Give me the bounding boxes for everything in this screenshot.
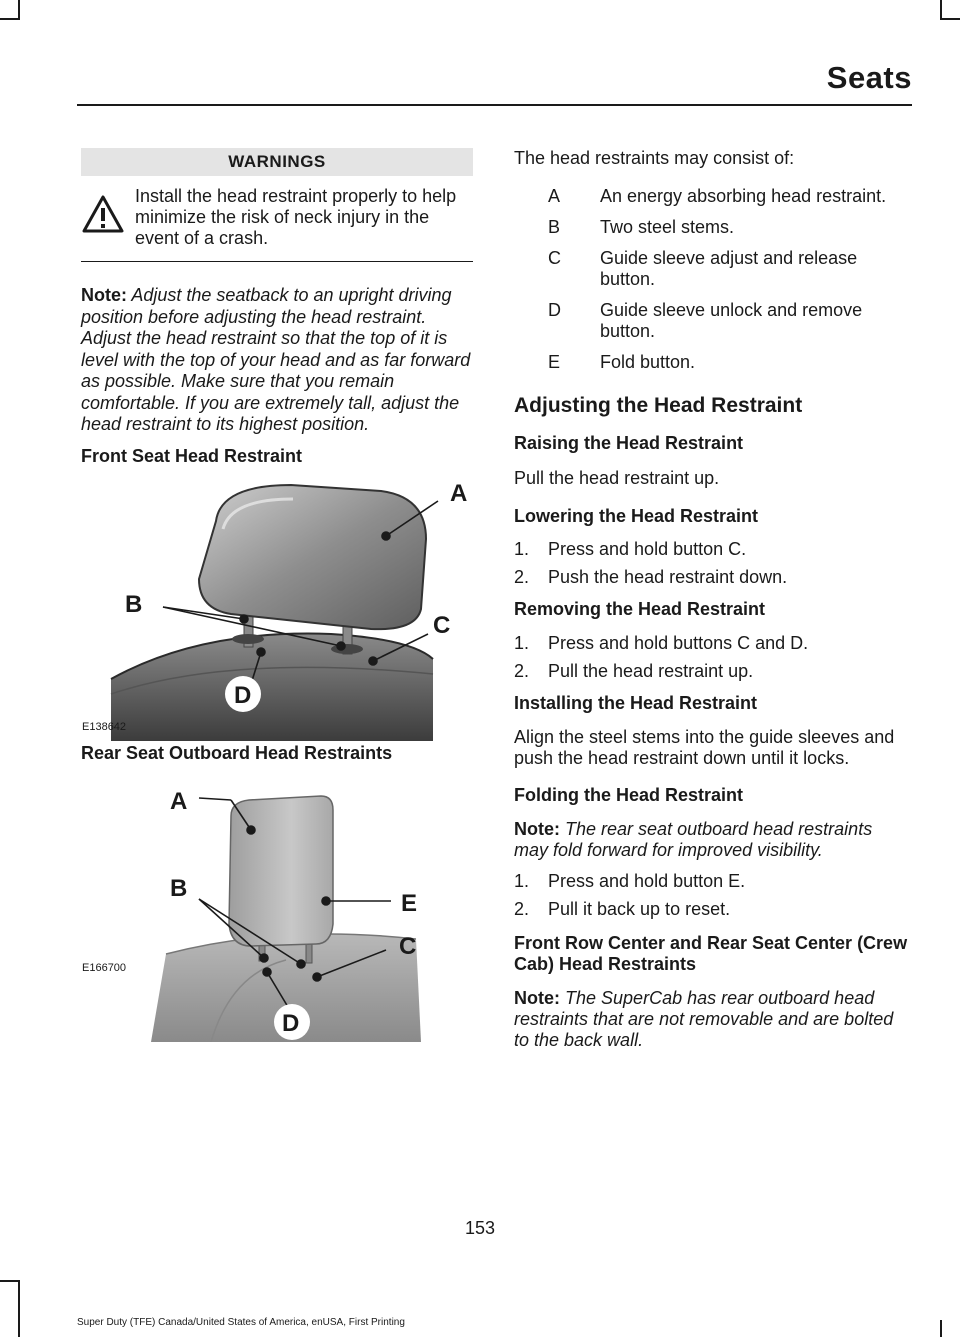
- left-column: [81, 148, 473, 1042]
- rear-headrestraint-figure: [81, 774, 473, 1042]
- parts-list: [514, 186, 909, 373]
- part-description: Guide sleeve unlock and remove button.: [600, 300, 863, 341]
- step-number: 1.: [514, 633, 530, 653]
- parts-intro: The head restraints may consist of:: [514, 148, 795, 168]
- page-title: Seats: [826, 60, 912, 95]
- step-text: Press and hold buttons C and D.: [548, 633, 809, 653]
- warning-box: [81, 176, 473, 262]
- list-item: [514, 217, 909, 238]
- part-key: D: [548, 300, 561, 320]
- warning-text: Install the head restraint properly to help minimize the risk of neck injury in the event of a crash.: [135, 186, 457, 248]
- rear-seat-heading: Rear Seat Outboard Head Restraints: [81, 742, 393, 763]
- note-label: Note:: [514, 819, 560, 839]
- step-text: Push the head restraint down.: [548, 567, 788, 587]
- list-item: [514, 661, 909, 682]
- lowering-steps: [514, 539, 909, 588]
- warning-triangle-icon: [81, 186, 135, 249]
- section-heading-adjusting: Adjusting the Head Restraint: [514, 394, 803, 417]
- crop-mark: [18, 0, 20, 20]
- removing-heading: Removing the Head Restraint: [514, 599, 766, 619]
- list-item: [514, 539, 909, 560]
- center-heading: Front Row Center and Rear Seat Center (Crew Cab) Head Restraints: [514, 933, 908, 974]
- list-item: [514, 567, 909, 588]
- raising-heading: Raising the Head Restraint: [514, 433, 744, 453]
- crop-mark: [0, 1280, 20, 1282]
- step-number: 2.: [514, 661, 530, 681]
- figure-label-a: A: [450, 479, 468, 507]
- folding-heading: Folding the Head Restraint: [514, 785, 744, 805]
- figure-label-c: C: [399, 932, 417, 960]
- folding-note: [514, 819, 909, 861]
- list-item: [514, 248, 909, 290]
- figure-label-b: B: [125, 590, 143, 618]
- figure-label-a: A: [170, 787, 188, 815]
- front-headrestraint-figure: [81, 479, 473, 741]
- crop-mark: [940, 18, 960, 20]
- list-item: [514, 633, 909, 654]
- page-number: 153: [464, 1218, 496, 1238]
- front-headrestraint-illustration: [81, 479, 473, 741]
- part-description: An energy absorbing head restraint.: [600, 186, 887, 206]
- step-number: 1.: [514, 871, 530, 891]
- part-description: Two steel stems.: [600, 217, 735, 237]
- note-label: Note:: [514, 988, 560, 1008]
- step-number: 2.: [514, 899, 530, 919]
- figure-label-d: D: [234, 681, 252, 709]
- installing-text: Align the steel stems into the guide sleeves and push the head restraint down until it locks.: [514, 727, 895, 768]
- rear-headrestraint-illustration: [81, 774, 473, 1042]
- step-text: Press and hold button C.: [548, 539, 747, 559]
- raising-text: Pull the head restraint up.: [514, 468, 720, 488]
- crop-mark: [18, 1280, 20, 1337]
- list-item: [514, 300, 909, 342]
- crop-mark: [940, 0, 942, 20]
- installing-heading: Installing the Head Restraint: [514, 693, 758, 713]
- warnings-heading: WARNINGS: [81, 148, 473, 176]
- part-description: Guide sleeve adjust and release button.: [600, 248, 858, 289]
- step-text: Pull the head restraint up.: [548, 661, 754, 681]
- figure-label-e: E: [401, 889, 418, 917]
- part-key: C: [548, 248, 561, 268]
- crop-mark: [940, 1320, 942, 1337]
- step-number: 1.: [514, 539, 530, 559]
- note-label: Note:: [81, 285, 127, 305]
- list-item: [514, 899, 909, 920]
- figure-id: E138642: [82, 720, 127, 733]
- folding-steps: [514, 871, 909, 920]
- step-text: Press and hold button E.: [548, 871, 746, 891]
- crop-mark: [0, 18, 20, 20]
- figure-label-b: B: [170, 874, 188, 902]
- figure-id: E166700: [82, 961, 127, 974]
- figure-label-c: C: [433, 611, 451, 639]
- list-item: [514, 871, 909, 892]
- step-text: Pull it back up to reset.: [548, 899, 731, 919]
- part-key: E: [548, 352, 561, 372]
- center-note: [514, 988, 909, 1051]
- right-column: [514, 148, 909, 1051]
- part-description: Fold button.: [600, 352, 696, 372]
- figure-label-d: D: [282, 1009, 300, 1037]
- list-item: [514, 352, 909, 373]
- footer-text: Super Duty (TFE) Canada/United States of America, enUSA, First Printing: [77, 1317, 405, 1328]
- part-key: A: [548, 186, 561, 206]
- note-text: Adjust the seatback to an upright driving position before adjusting the head restraint. Adjust the head restraint so that the top of it is level with the top of your head and as far forward as possible. Make sure that you remain comfortable. If you are extremely tall, adjust the head restraint to its highest position.: [81, 285, 471, 434]
- header-rule: [77, 104, 912, 106]
- lowering-heading: Lowering the Head Restraint: [514, 506, 759, 526]
- step-number: 2.: [514, 567, 530, 587]
- note-text: The SuperCab has rear outboard head restraints that are not removable and are bolted to the back wall.: [514, 988, 894, 1050]
- list-item: [514, 186, 909, 207]
- removing-steps: [514, 633, 909, 682]
- front-seat-heading: Front Seat Head Restraint: [81, 445, 303, 466]
- part-key: B: [548, 217, 561, 237]
- note-text: The rear seat outboard head restraints may fold forward for improved visibility.: [514, 819, 873, 860]
- note-seatback: [81, 285, 473, 436]
